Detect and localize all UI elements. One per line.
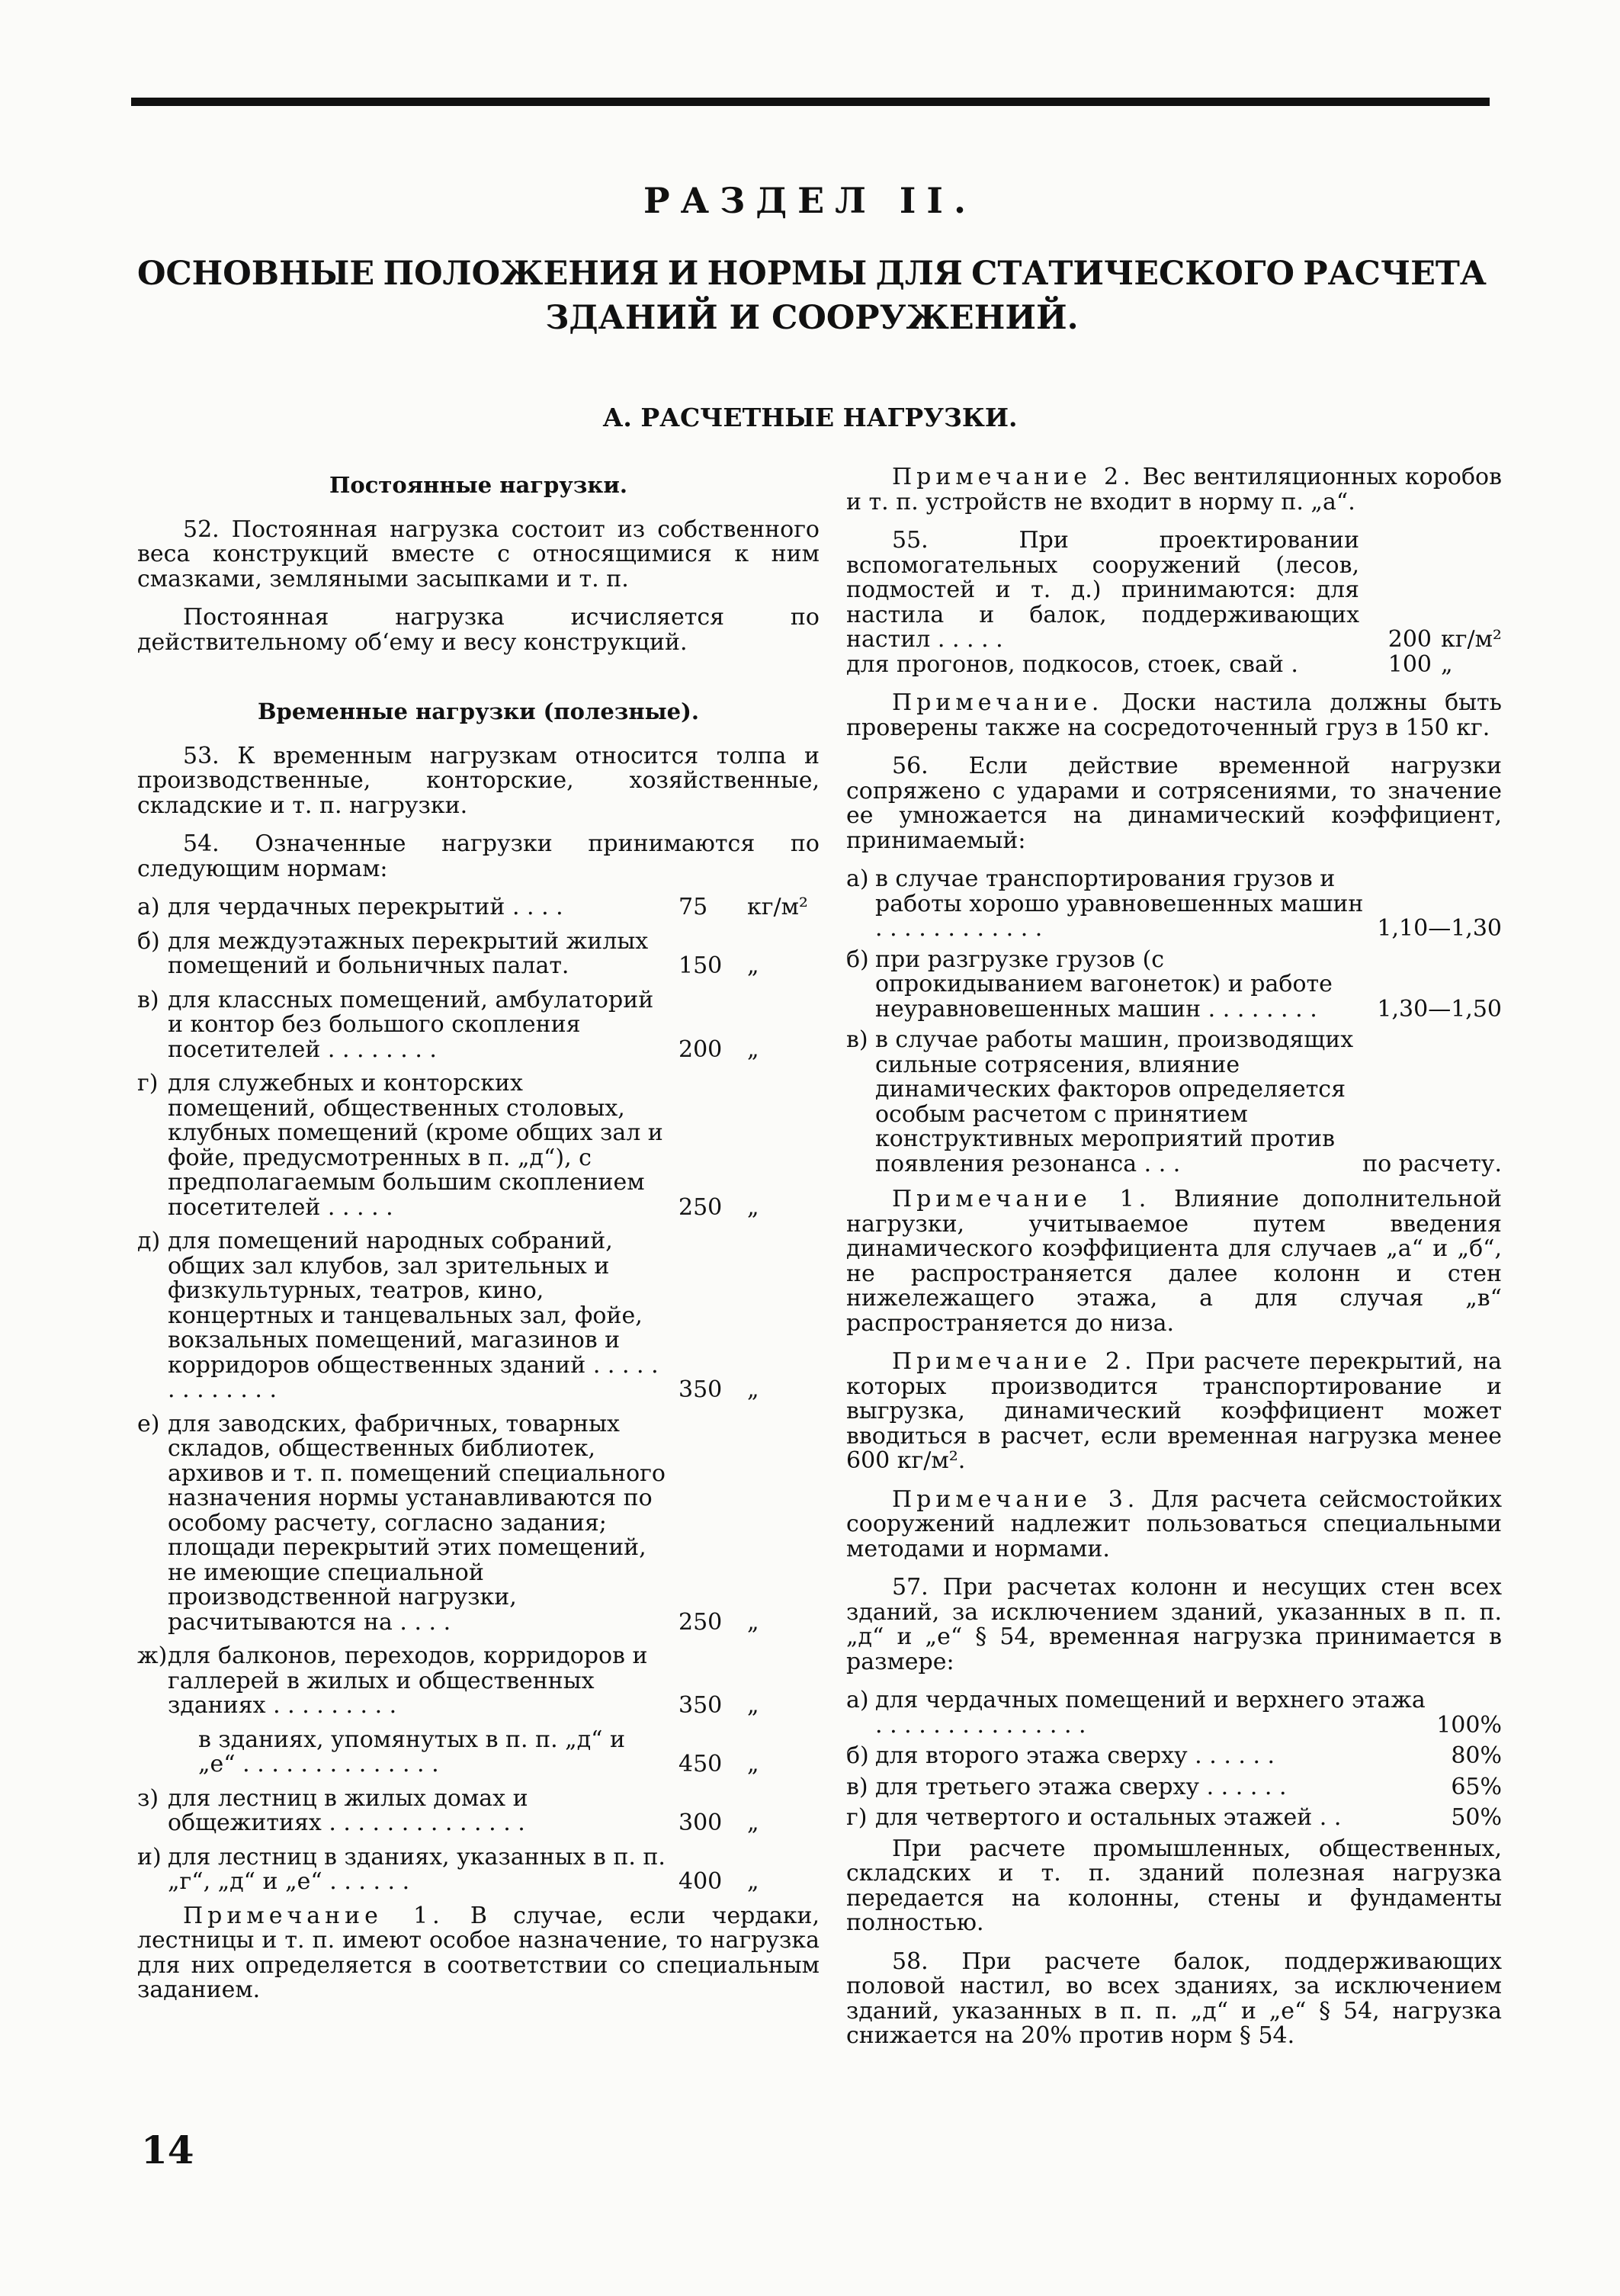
item-label: в) bbox=[846, 1773, 868, 1800]
note-label: Примечание. bbox=[892, 689, 1104, 716]
load-line bbox=[846, 528, 1502, 653]
item-text: для классных помещений, амбулаторий и контор без большого скопления посетителей . . . . . . . . bbox=[168, 986, 654, 1063]
paragraph-56: 56. Если действие временной нагрузки сопряжено с ударами и сотрясениями, то значение ее умножается на динамический коэффициент, принимаемый: bbox=[846, 753, 1502, 854]
item-text: для служебных и конторских помещений, общественных столовых, клубных помещений (кроме общих зал и фойе, предусмотренных в п. „д“), с предполагаемым большим скоплением посетителей . . . . . bbox=[168, 1070, 663, 1221]
percent-item bbox=[846, 1688, 1502, 1738]
paragraph-52: 52. Постоянная нагрузка состоит из собственного веса конструкций вместе с относящимися к ним смазками, земляными засыпками и т. п. bbox=[137, 515, 820, 592]
top-rule bbox=[131, 98, 1490, 106]
note-label: Примечание 3. bbox=[892, 1485, 1140, 1513]
heading-permanent-loads: Постоянные нагрузки. bbox=[329, 472, 627, 498]
paragraph-52b: Постоянная нагрузка исчисляется по действительному об‘ему и весу конструкций. bbox=[137, 604, 820, 656]
item-unit: „ bbox=[747, 1868, 759, 1895]
note-text: В случае, если чердаки, лестницы и т. п. имеют особое назначение, то нагрузка для них определяется в соответствии со специальным заданием. bbox=[137, 1902, 820, 2003]
item-label: з) bbox=[137, 1784, 159, 1812]
paragraph-57: 57. При расчетах колонн и несущих стен всех зданий, за исключением зданий, указанных в п. п. „д“ и „е“ § 54, временная нагрузка принимается в размере: bbox=[846, 1574, 1502, 1675]
item-unit: „ bbox=[747, 1751, 759, 1777]
item-label: а) bbox=[137, 894, 160, 920]
title-word: НОРМЫ bbox=[707, 255, 868, 293]
title-word: И bbox=[667, 255, 699, 293]
load-line bbox=[846, 650, 1502, 678]
item-unit: „ bbox=[747, 952, 759, 979]
left-column bbox=[137, 465, 820, 2017]
note-plain bbox=[846, 691, 1502, 740]
item-value: 150 bbox=[678, 952, 723, 979]
item-unit: „ bbox=[747, 1608, 759, 1636]
item-label: г) bbox=[137, 1070, 159, 1097]
percent-item bbox=[846, 1806, 1502, 1831]
item-label: г) bbox=[846, 1804, 868, 1831]
coef-item bbox=[846, 948, 1502, 1023]
title-line-2: ЗДАНИЙ И СООРУЖЕНИЙ. bbox=[545, 299, 1079, 337]
load-item bbox=[137, 927, 820, 979]
note-label: Примечание 2. bbox=[892, 464, 1135, 490]
item-value: 80% bbox=[1451, 1742, 1502, 1769]
item-label: б) bbox=[846, 946, 869, 973]
note-label: Примечание 1. bbox=[892, 1186, 1151, 1212]
paragraph-57b: При расчете промышленных, общественных, складских и т. п. зданий полезная нагрузка передается на колонны, стены и фундаменты полностью. bbox=[846, 1835, 1502, 1936]
paragraph-54: 54. Означенные нагрузки принимаются по следующим нормам: bbox=[137, 830, 820, 882]
item-label: б) bbox=[846, 1742, 869, 1769]
subsection-title: А. РАСЧЕТНЫЕ НАГРУЗКИ. bbox=[602, 403, 1018, 432]
item-unit: „ bbox=[747, 1193, 759, 1221]
item-value: 50% bbox=[1451, 1804, 1502, 1831]
load-unit: „ bbox=[1441, 650, 1453, 678]
item-text: при разгрузке грузов (с опрокидыванием вагонеток) и работе неуравновешенных машин . . . . . . . . bbox=[875, 946, 1333, 1023]
item-value: 100% bbox=[1436, 1711, 1502, 1739]
coef-item bbox=[846, 1028, 1502, 1177]
item-label: д) bbox=[137, 1228, 161, 1254]
title-line-1 bbox=[137, 252, 1487, 296]
load-item bbox=[137, 1412, 820, 1636]
item-label: в) bbox=[846, 1026, 868, 1053]
note-text: Доски настила должны быть проверены также на сосредоточенный груз в 150 кг. bbox=[846, 689, 1502, 741]
item-value: 400 bbox=[678, 1868, 723, 1895]
item-value: 300 bbox=[678, 1810, 723, 1836]
paragraph-58: 58. При расчете балок, поддерживающих половой настил, во всех зданиях, за исключением зданий, указанных в п. п. „д“ и „е“ § 54, нагрузка снижается на 20% против норм § 54. bbox=[846, 1948, 1502, 2049]
item-value: 250 bbox=[678, 1193, 723, 1221]
load-item bbox=[137, 1784, 820, 1836]
title-word: ПОЛОЖЕНИЯ bbox=[383, 255, 659, 293]
item-label: е) bbox=[137, 1410, 160, 1437]
item-text: в зданиях, упомянутых в п. п. „д“ и „е“ . . . . . . . . . . . . . . bbox=[198, 1726, 626, 1777]
note-text: Вес вентиляционных коробов и т. п. устройств не входит в норму п. „а“. bbox=[846, 464, 1502, 515]
load-item bbox=[137, 1644, 820, 1719]
note-label: Примечание 1. bbox=[183, 1902, 444, 1929]
load-item bbox=[137, 895, 820, 920]
section-label: РАЗДЕЛ II. bbox=[643, 180, 977, 221]
item-text: для междуэтажных перекрытий жилых помещений и больничных палат. bbox=[168, 927, 649, 979]
load-value: 200 bbox=[1387, 626, 1432, 653]
item-value: 350 bbox=[678, 1692, 723, 1719]
item-label: а) bbox=[846, 1687, 869, 1713]
item-unit: „ bbox=[747, 1810, 759, 1836]
item-text: для чердачных перекрытий . . . . bbox=[168, 894, 563, 920]
item-text: для четвертого и остальных этажей . . bbox=[875, 1804, 1342, 1831]
item-value: 450 bbox=[678, 1751, 723, 1777]
item-text: для лестниц в жилых домах и общежитиях . . . . . . . . . . . . . . bbox=[168, 1784, 528, 1836]
paragraph-53: 53. К временным нагрузкам относится толпа и производственные, конторские, хозяйственные, складские и т. п. нагрузки. bbox=[137, 742, 820, 819]
item-text: для третьего этажа сверху . . . . . . bbox=[875, 1773, 1287, 1800]
item-value: 1,10—1,30 bbox=[1377, 915, 1502, 942]
note-text: Для расчета сейсмостойких сооружений надлежит пользоваться специальными методами и нормами. bbox=[846, 1485, 1502, 1562]
percent-item bbox=[846, 1775, 1502, 1800]
item-value: 200 bbox=[678, 1036, 723, 1063]
note-coef-3 bbox=[846, 1485, 1502, 1562]
item-value: 75 bbox=[678, 894, 708, 920]
item-unit: „ bbox=[747, 1376, 759, 1403]
paragraph-55 bbox=[846, 528, 1502, 677]
coef-item bbox=[846, 867, 1502, 942]
paragraph-55-text: 55. При проектировании вспомогательных сооружений (лесов, подмостей и т. д.) принимаются: для настила и балок, поддерживающих настил . . . . . bbox=[846, 527, 1359, 653]
item-value: 1,30—1,50 bbox=[1377, 995, 1502, 1023]
page-title bbox=[137, 252, 1487, 340]
note-label: Примечание 2. bbox=[892, 1348, 1137, 1375]
title-word: СТАТИЧЕСКОГО bbox=[971, 255, 1294, 293]
load-subitem bbox=[137, 1728, 820, 1777]
item-text: для лестниц в зданиях, указанных в п. п. „г“, „д“ и „е“ . . . . . . bbox=[168, 1843, 666, 1895]
load-item bbox=[137, 1071, 820, 1220]
title-word: ОСНОВНЫЕ bbox=[137, 255, 375, 293]
item-label: а) bbox=[846, 865, 869, 892]
note-text: Влияние дополнительной нагрузки, учитываемое путем введения динамического коэффициента для случаев „а“ и „б“, не распространяется далее колонн и стен нижележащего этажа, а для случая „в“ распространяется до низа. bbox=[846, 1186, 1502, 1337]
percent-item bbox=[846, 1744, 1502, 1769]
note-text: При расчете перекрытий, на которых производится транспортирование и выгрузка, динамический коэффициент может вводиться в расчет, если временная нагрузка менее 600 кг/м². bbox=[846, 1348, 1502, 1474]
item-text: для второго этажа сверху . . . . . . bbox=[875, 1742, 1275, 1769]
item-text: для заводских, фабричных, товарных складов, общественных библиотек, архивов и т. п. помещений специального назначения нормы устанавливаются по особому расчету, согласно задания; площади перекрытий этих помещений, не имеющие специальной производственной нагрузки, расчитываются на . . . . bbox=[168, 1410, 666, 1636]
load-item bbox=[137, 988, 820, 1063]
title-word: ДЛЯ bbox=[875, 255, 963, 293]
item-value: по расчету. bbox=[1362, 1150, 1502, 1177]
load-item bbox=[137, 1845, 820, 1895]
note-coef-1 bbox=[846, 1187, 1502, 1336]
page-number: 14 bbox=[141, 2127, 194, 2172]
load-item bbox=[137, 1229, 820, 1403]
item-unit: кг/м² bbox=[747, 894, 808, 920]
right-column bbox=[846, 465, 1502, 2063]
item-text: для балконов, переходов, корридоров и галлерей в жилых и общественных зданиях . . . . . . . . . bbox=[168, 1643, 648, 1719]
load-text: для прогонов, подкосов, стоек, свай . bbox=[846, 650, 1298, 678]
load-unit: кг/м² bbox=[1441, 626, 1502, 653]
item-unit: „ bbox=[747, 1692, 759, 1719]
heading-temporary-loads: Временные нагрузки (полезные). bbox=[258, 698, 699, 724]
note-coef-2 bbox=[846, 1350, 1502, 1474]
item-text: в случае работы машин, производящих сильные сотрясения, влияние динамических факторов определяется особым расчетом с принятием конструктивных мероприятий против появления резонанса . . . bbox=[875, 1026, 1354, 1177]
item-label: в) bbox=[137, 986, 159, 1013]
note-2 bbox=[846, 465, 1502, 515]
item-label: и) bbox=[137, 1843, 162, 1871]
item-text: в случае транспортирования грузов и работы хорошо уравновешенных машин . . . . . . . . . . . . bbox=[875, 865, 1364, 942]
item-value: 350 bbox=[678, 1376, 723, 1403]
load-value: 100 bbox=[1387, 650, 1432, 678]
item-value: 65% bbox=[1451, 1773, 1502, 1800]
item-label: б) bbox=[137, 927, 160, 955]
item-text: для чердачных помещений и верхнего этажа . . . . . . . . . . . . . . . bbox=[875, 1687, 1426, 1739]
title-word: РАСЧЕТА bbox=[1303, 255, 1487, 293]
item-label: ж) bbox=[137, 1643, 168, 1669]
note-1 bbox=[137, 1904, 820, 2003]
item-unit: „ bbox=[747, 1036, 759, 1063]
item-value: 250 bbox=[678, 1608, 723, 1636]
item-text: для помещений народных собраний, общих зал клубов, зал зрительных и физкультурных, театров, кино, концертных и танцевальных зал, фойе, вокзальных помещений, магазинов и корридоров общественных зданий . . . . . . . . . . . . . bbox=[168, 1228, 659, 1403]
